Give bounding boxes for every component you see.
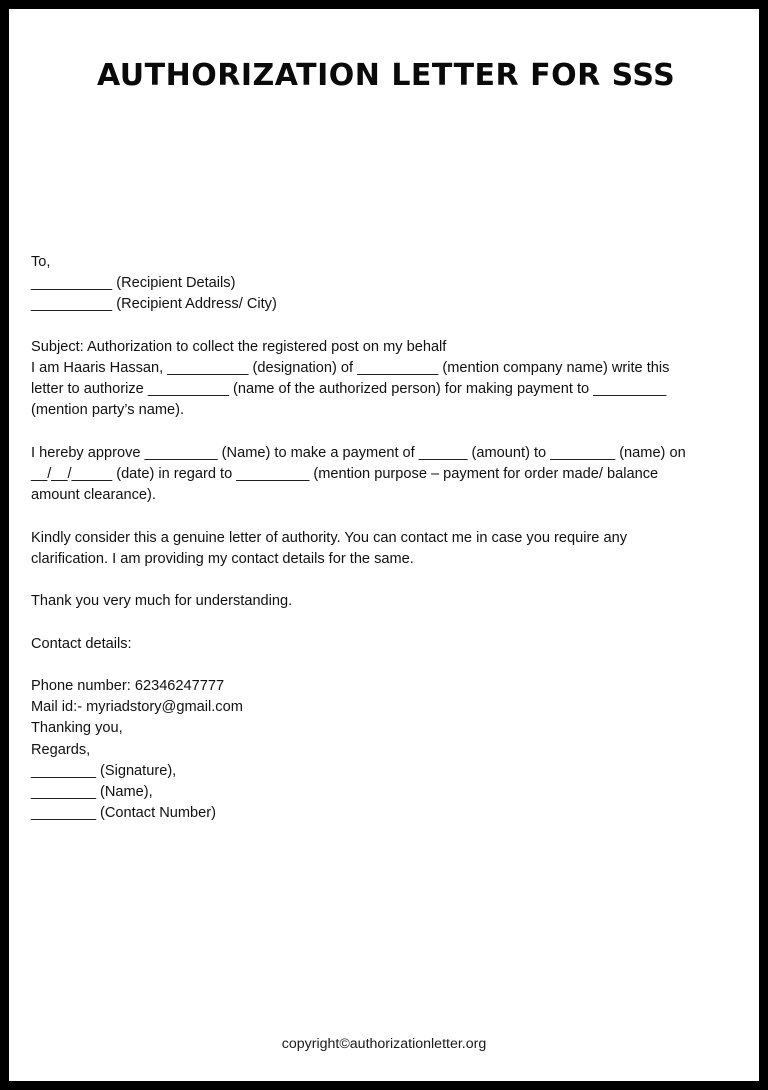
spacer	[31, 506, 697, 527]
name-text: ________ (Name),	[31, 783, 153, 800]
signature-text: ________ (Signature),	[31, 762, 177, 779]
thanks-line	[31, 591, 697, 612]
contact-details-heading	[31, 634, 697, 655]
regards-line	[31, 740, 697, 761]
contact-details-heading-text: Contact details:	[31, 635, 132, 652]
phone-number-text: Phone number: 62346247777	[31, 677, 225, 694]
salutation-line: To,	[31, 254, 51, 270]
page-title: AUTHORIZATION LETTER FOR SSS	[97, 58, 676, 93]
recipient-address-line	[31, 294, 697, 315]
recipient-address-text: __________ (Recipient Address/ City)	[31, 296, 277, 313]
thanking-you-line	[31, 718, 697, 739]
phone-number-line	[31, 676, 697, 697]
subject-line	[31, 337, 697, 358]
genuine-letter-text: Kindly consider this a genuine letter of authority. You can contact me in case you require any clarification. I am providing my contact details for the same.	[31, 529, 627, 567]
mail-id-text: Mail id:- myriadstory@gmail.com	[31, 699, 243, 716]
spacer	[31, 316, 697, 337]
intro-text: I am Haaris Hassan, __________ (designation) of __________ (mention company name) write this letter to authorize __________ (name of the authorized person) for making payment to _________ (mention party’s name).	[31, 360, 670, 419]
genuine-letter-paragraph	[31, 528, 697, 570]
thanks-text: Thank you very much for understanding.	[31, 593, 293, 610]
regards-text: Regards,	[31, 741, 91, 758]
subject-text: Subject: Authorization to collect the registered post on my behalf	[31, 338, 447, 355]
thanking-you-text: Thanking you,	[31, 720, 123, 737]
document-sheet	[9, 9, 759, 1081]
spacer	[31, 655, 697, 676]
recipient-details-text: __________ (Recipient Details)	[31, 275, 236, 292]
signature-line	[31, 761, 697, 782]
contact-number-line	[31, 803, 697, 824]
approval-paragraph	[31, 443, 697, 507]
salutation-block	[31, 252, 697, 273]
letter-body	[31, 252, 697, 824]
contact-number-text: ________ (Contact Number)	[31, 805, 216, 822]
footer-copyright: copyright©authorizationletter.org	[281, 1036, 487, 1052]
mail-id-line	[31, 697, 697, 718]
spacer	[31, 612, 697, 633]
spacer	[31, 422, 697, 443]
intro-paragraph	[31, 358, 697, 422]
name-line	[31, 782, 697, 803]
recipient-details-line	[31, 273, 697, 294]
approval-text: I hereby approve _________ (Name) to make a payment of ______ (amount) to ________ (name) on __/__/_____ (date) in regard to _________ (mention purpose – payment for order made/ balance amount clearance).	[31, 444, 686, 504]
spacer	[31, 570, 697, 591]
